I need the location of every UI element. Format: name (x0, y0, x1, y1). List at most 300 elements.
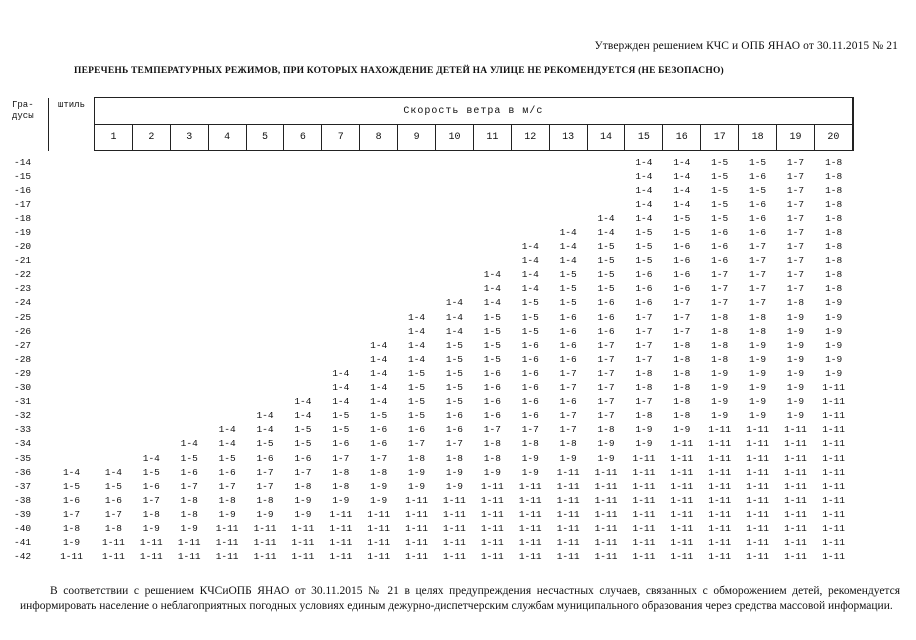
table-cell: 1-4 (559, 227, 577, 239)
table-cell (511, 183, 549, 197)
table-cell: 1-6 (749, 198, 767, 210)
table-cell: 1-5 (294, 438, 312, 450)
table-cell (360, 254, 398, 268)
table-cell: 1-11 (708, 452, 732, 464)
table-cell: 1-7 (597, 339, 615, 351)
table-cell (284, 211, 322, 225)
table-cell: 1-4 (559, 255, 577, 267)
table-cell: 1-8 (332, 466, 350, 478)
table-cell: 1-5 (711, 198, 729, 210)
table-cell: 1-5 (559, 297, 577, 309)
table-cell: 1-9 (711, 396, 729, 408)
table-cell: 1-7 (786, 283, 805, 295)
table-row (12, 338, 853, 352)
table-cell: 1-11 (556, 466, 580, 478)
table-cell: 1-11 (822, 522, 846, 534)
table-cell (208, 169, 246, 183)
table-cell (246, 225, 284, 239)
table-cell: 1-7 (256, 466, 274, 478)
table-cell: 1-5 (673, 212, 691, 224)
table-cell (360, 282, 398, 296)
table-cell (549, 211, 587, 225)
speed-header-cell: 7 (322, 125, 360, 151)
table-cell (95, 395, 133, 409)
table-cell: 1-7 (711, 297, 729, 309)
table-cell (284, 155, 322, 169)
table-cell: 1-5 (749, 156, 767, 168)
table-cell: 1-11 (405, 522, 428, 534)
table-cell (95, 296, 133, 310)
table-cell: 1-7 (597, 353, 615, 365)
table-cell (436, 197, 474, 211)
table-cell (170, 395, 208, 409)
table-cell (208, 381, 246, 395)
table-cell: 1-11 (405, 551, 428, 563)
table-row (12, 479, 853, 493)
table-cell: 1-11 (784, 452, 807, 464)
table-cell: 1-11 (670, 438, 694, 450)
table-cell: 1-8 (218, 494, 236, 506)
table-cell: 1-6 (483, 396, 501, 408)
table-cell (132, 437, 170, 451)
table-cell (246, 381, 284, 395)
table-cell (322, 268, 360, 282)
speed-header-cell: 13 (549, 125, 587, 151)
table-cell: 1-5 (256, 438, 274, 450)
table-cell: 1-9 (749, 339, 767, 351)
table-cell: 1-7 (597, 382, 615, 394)
table-row (12, 395, 853, 409)
table-cell: 1-11 (746, 438, 769, 450)
table-cell: 1-7 (256, 480, 274, 492)
table-cell: 1-4 (408, 353, 426, 365)
table-cell: 1-11 (405, 537, 428, 549)
table-row (12, 310, 853, 324)
table-cell: 1-9 (749, 367, 767, 379)
table-cell: 1-11 (291, 537, 315, 549)
table-cell: 1-4 (635, 156, 653, 168)
speed-header-cell: 1 (95, 125, 133, 151)
table-cell (208, 352, 246, 366)
table-cell (49, 169, 95, 183)
header-calm: штиль (49, 98, 95, 151)
table-cell: 1-11 (670, 494, 694, 506)
table-cell: 1-6 (559, 353, 577, 365)
table-cell: 1-8 (711, 311, 729, 323)
table-cell: 1-11 (329, 522, 353, 534)
table-cell: 1-8 (711, 353, 729, 365)
speed-header-cell: 4 (208, 125, 246, 151)
table-cell: 1-5 (635, 255, 653, 267)
table-cell (284, 296, 322, 310)
table-cell (398, 282, 436, 296)
table-row (12, 183, 853, 197)
table-cell: 1-11 (632, 537, 656, 549)
table-cell: 1-4 (635, 212, 653, 224)
table-cell: 1-11 (594, 537, 618, 549)
table-cell: 1-11 (102, 551, 125, 563)
table-row (12, 381, 853, 395)
table-cell: 1-7 (786, 255, 805, 267)
table-cell: 1-9 (786, 382, 805, 394)
table-cell: 1-7 (142, 494, 160, 506)
table-cell: 1-11 (784, 508, 807, 520)
table-cell: 1-6 (559, 325, 577, 337)
table-cell (549, 183, 587, 197)
table-cell (95, 254, 133, 268)
table-cell: 1-11 (367, 508, 391, 520)
table-cell (49, 310, 95, 324)
table-cell: 1-6 (408, 424, 426, 436)
table-cell: 1-8 (673, 339, 691, 351)
table-cell: 1-11 (291, 522, 315, 534)
table-cell: 1-11 (443, 522, 466, 534)
table-cell: 1-11 (746, 494, 769, 506)
table-cell: 1-7 (597, 367, 615, 379)
table-cell (132, 423, 170, 437)
table-cell (436, 169, 474, 183)
table-cell (284, 366, 322, 380)
table-cell: 1-6 (673, 269, 691, 281)
table-cell: 1-9 (786, 353, 805, 365)
table-cell: 1-9 (673, 424, 691, 436)
table-cell: 1-11 (443, 551, 466, 563)
table-body (12, 151, 853, 564)
table-row (12, 197, 853, 211)
table-cell (322, 155, 360, 169)
table-row (12, 550, 853, 564)
table-cell (284, 268, 322, 282)
table-cell: 1-5 (62, 480, 81, 492)
table-cell (208, 183, 246, 197)
table-cell: 1-11 (708, 551, 732, 563)
table-cell (49, 197, 95, 211)
temperature-wind-table (12, 97, 854, 564)
table-cell (398, 169, 436, 183)
table-cell: 1-9 (142, 522, 160, 534)
table-cell (360, 225, 398, 239)
table-row (12, 536, 853, 550)
table-cell: 1-5 (445, 382, 464, 394)
table-cell (284, 338, 322, 352)
table-cell (398, 225, 436, 239)
table-cell: 1-7 (559, 410, 577, 422)
table-cell: 1-11 (215, 522, 239, 534)
table-row (12, 211, 853, 225)
table-cell (208, 324, 246, 338)
table-cell: 1-8 (673, 367, 691, 379)
table-cell: 1-5 (521, 325, 539, 337)
table-cell: 1-9 (825, 367, 843, 379)
temperature-cell: -29 (14, 367, 32, 379)
table-cell: 1-8 (256, 494, 274, 506)
table-cell (360, 197, 398, 211)
table-cell: 1-7 (635, 311, 653, 323)
table-cell: 1-8 (825, 170, 843, 182)
table-cell: 1-11 (784, 522, 807, 534)
table-cell: 1-11 (139, 551, 163, 563)
table-cell: 1-4 (408, 339, 426, 351)
table-cell: 1-11 (746, 551, 769, 563)
table-cell: 1-11 (518, 508, 542, 520)
table-cell (95, 225, 133, 239)
table-cell (49, 423, 95, 437)
table-cell: 1-7 (786, 170, 805, 182)
table-cell (49, 324, 95, 338)
table-cell (436, 282, 474, 296)
table-cell (132, 169, 170, 183)
table-cell (208, 254, 246, 268)
table-cell: 1-11 (556, 522, 580, 534)
table-cell: 1-7 (749, 297, 767, 309)
table-cell (208, 409, 246, 423)
table-cell (208, 197, 246, 211)
table-cell (132, 366, 170, 380)
table-cell (170, 381, 208, 395)
table-cell: 1-5 (332, 410, 350, 422)
table-cell (208, 282, 246, 296)
table-cell: 1-6 (749, 170, 767, 182)
table-row (12, 451, 853, 465)
table-row (12, 409, 853, 423)
table-cell: 1-7 (673, 311, 691, 323)
table-cell (132, 310, 170, 324)
table-cell (322, 225, 360, 239)
table-row (12, 155, 853, 169)
table-cell: 1-11 (670, 466, 694, 478)
table-cell: 1-8 (635, 410, 653, 422)
table-cell: 1-8 (825, 212, 843, 224)
table-cell: 1-4 (635, 184, 653, 196)
table-cell (95, 183, 133, 197)
table-cell: 1-11 (594, 480, 618, 492)
table-cell: 1-8 (483, 452, 501, 464)
table-cell: 1-9 (711, 382, 729, 394)
temperature-cell: -26 (14, 325, 32, 337)
footnote: В соответствии с решением КЧСиОПБ ЯНАО от 30.11.2015 № 21 в целях предупреждения несчастных случаев, связанных с обморожением детей, рекомендуется информировать население о неблагоприятных погодных условиях единым дежурно-диспетчерским службам муниципального образования через средства массовой информации. (20, 585, 900, 612)
table-cell: 1-4 (332, 367, 350, 379)
temperature-cell: -41 (14, 537, 32, 549)
table-row (12, 423, 853, 437)
table-cell (49, 254, 95, 268)
table-cell: 1-4 (294, 396, 312, 408)
table-cell (360, 268, 398, 282)
table-cell (360, 169, 398, 183)
table-cell: 1-6 (104, 494, 122, 506)
table-cell: 1-6 (256, 452, 274, 464)
table-cell: 1-5 (483, 353, 501, 365)
table-cell: 1-5 (711, 212, 729, 224)
table-cell (284, 310, 322, 324)
table-cell: 1-11 (480, 551, 504, 563)
table-cell (322, 169, 360, 183)
table-cell (284, 197, 322, 211)
table-cell (95, 324, 133, 338)
table-cell (95, 451, 133, 465)
table-cell: 1-11 (822, 508, 846, 520)
table-cell: 1-4 (370, 367, 388, 379)
table-cell: 1-11 (329, 537, 353, 549)
table-cell: 1-9 (825, 325, 843, 337)
table-cell (170, 268, 208, 282)
table-cell: 1-11 (556, 480, 580, 492)
table-cell: 1-11 (367, 551, 391, 563)
table-cell: 1-6 (445, 424, 464, 436)
table-cell: 1-11 (784, 438, 807, 450)
table-cell: 1-8 (825, 184, 843, 196)
table-cell: 1-6 (521, 382, 539, 394)
speed-header-cell: 19 (777, 125, 815, 151)
table-cell: 1-4 (332, 396, 350, 408)
table-cell (549, 197, 587, 211)
table-cell (284, 324, 322, 338)
table-cell: 1-6 (673, 255, 691, 267)
table-cell: 1-5 (180, 452, 198, 464)
table-cell (284, 352, 322, 366)
temperature-cell: -31 (14, 396, 32, 408)
table-cell: 1-5 (445, 353, 464, 365)
table-cell: 1-4 (673, 156, 691, 168)
table-cell (170, 296, 208, 310)
table-cell (170, 254, 208, 268)
table-cell (398, 197, 436, 211)
table-cell: 1-4 (521, 283, 539, 295)
table-cell: 1-4 (445, 297, 464, 309)
table-cell: 1-11 (708, 508, 732, 520)
table-cell: 1-7 (673, 325, 691, 337)
table-cell: 1-7 (711, 269, 729, 281)
table-cell (170, 366, 208, 380)
table-cell: 1-8 (62, 522, 81, 534)
table-cell: 1-11 (480, 480, 504, 492)
table-cell: 1-11 (594, 494, 618, 506)
table-cell: 1-6 (483, 410, 501, 422)
table-cell (95, 437, 133, 451)
table-cell: 1-11 (556, 537, 580, 549)
table-cell: 1-9 (825, 353, 843, 365)
table-cell: 1-8 (635, 382, 653, 394)
table-cell (360, 240, 398, 254)
document-title: ПЕРЕЧЕНЬ ТЕМПЕРАТУРНЫХ РЕЖИМОВ, ПРИ КОТОРЫХ НАХОЖДЕНИЕ ДЕТЕЙ НА УЛИЦЕ НЕ РЕКОМЕНДУЕТСЯ (НЕ БЕЗОПАСНО) (74, 66, 724, 76)
table-cell: 1-9 (786, 367, 805, 379)
table-cell (170, 282, 208, 296)
table-cell: 1-7 (786, 198, 805, 210)
table-cell: 1-5 (597, 255, 615, 267)
table-cell: 1-8 (521, 438, 539, 450)
table-cell (284, 169, 322, 183)
table-cell: 1-11 (708, 522, 732, 534)
table-cell: 1-6 (597, 325, 615, 337)
table-cell (587, 169, 625, 183)
table-cell (95, 240, 133, 254)
table-cell: 1-11 (367, 522, 391, 534)
table-cell (360, 211, 398, 225)
table-cell: 1-8 (445, 452, 464, 464)
table-cell: 1-5 (408, 410, 426, 422)
table-cell: 1-4 (370, 382, 388, 394)
table-cell: 1-6 (62, 494, 81, 506)
table-cell: 1-11 (822, 424, 846, 436)
table-cell (132, 381, 170, 395)
speed-header-cell: 20 (814, 125, 852, 151)
temperature-cell: -38 (14, 494, 32, 506)
table-cell: 1-11 (632, 522, 656, 534)
table-cell: 1-7 (635, 353, 653, 365)
table-cell: 1-5 (559, 283, 577, 295)
table-cell: 1-8 (483, 438, 501, 450)
table-cell (49, 282, 95, 296)
table-cell: 1-6 (635, 283, 653, 295)
table-cell (49, 296, 95, 310)
table-cell (95, 423, 133, 437)
table-cell: 1-11 (632, 508, 656, 520)
table-cell: 1-6 (521, 353, 539, 365)
table-cell: 1-4 (635, 198, 653, 210)
table-cell (436, 155, 474, 169)
table-cell: 1-6 (142, 480, 160, 492)
table-cell: 1-8 (673, 353, 691, 365)
table-cell: 1-5 (445, 339, 464, 351)
table-cell: 1-11 (443, 494, 466, 506)
table-cell: 1-6 (521, 367, 539, 379)
table-cell: 1-6 (445, 410, 464, 422)
table-cell: 1-11 (822, 452, 846, 464)
table-cell: 1-4 (597, 227, 615, 239)
table-cell: 1-9 (256, 508, 274, 520)
table-cell: 1-11 (594, 522, 618, 534)
table-cell: 1-4 (408, 311, 426, 323)
table-cell (208, 338, 246, 352)
table-cell: 1-6 (711, 255, 729, 267)
temperature-cell: -30 (14, 382, 32, 394)
table-cell (246, 395, 284, 409)
table-cell (208, 395, 246, 409)
table-cell (511, 155, 549, 169)
table-cell: 1-11 (518, 494, 542, 506)
table-cell (132, 282, 170, 296)
table-cell: 1-9 (370, 480, 388, 492)
table-cell: 1-5 (673, 227, 691, 239)
temperature-cell: -20 (14, 241, 32, 253)
table-cell: 1-11 (746, 480, 769, 492)
table-cell: 1-4 (521, 269, 539, 281)
table-cell: 1-11 (670, 551, 694, 563)
table-cell (436, 211, 474, 225)
table-cell: 1-7 (104, 508, 122, 520)
table-cell (360, 310, 398, 324)
table-cell: 1-5 (597, 269, 615, 281)
table-cell: 1-9 (408, 480, 426, 492)
table-cell (549, 169, 587, 183)
table-cell (322, 324, 360, 338)
table-cell: 1-6 (559, 339, 577, 351)
table-cell: 1-4 (483, 297, 501, 309)
table-cell (132, 211, 170, 225)
table-cell: 1-9 (62, 537, 81, 549)
table-cell: 1-4 (673, 184, 691, 196)
table-cell: 1-9 (635, 438, 653, 450)
table-cell (132, 296, 170, 310)
table-cell (246, 310, 284, 324)
table-cell: 1-11 (708, 480, 732, 492)
table-cell (284, 254, 322, 268)
table-cell: 1-11 (746, 466, 769, 478)
table-cell: 1-4 (180, 438, 198, 450)
table-cell: 1-11 (822, 480, 846, 492)
table-cell: 1-7 (786, 227, 805, 239)
table-cell (246, 338, 284, 352)
table-cell (246, 268, 284, 282)
